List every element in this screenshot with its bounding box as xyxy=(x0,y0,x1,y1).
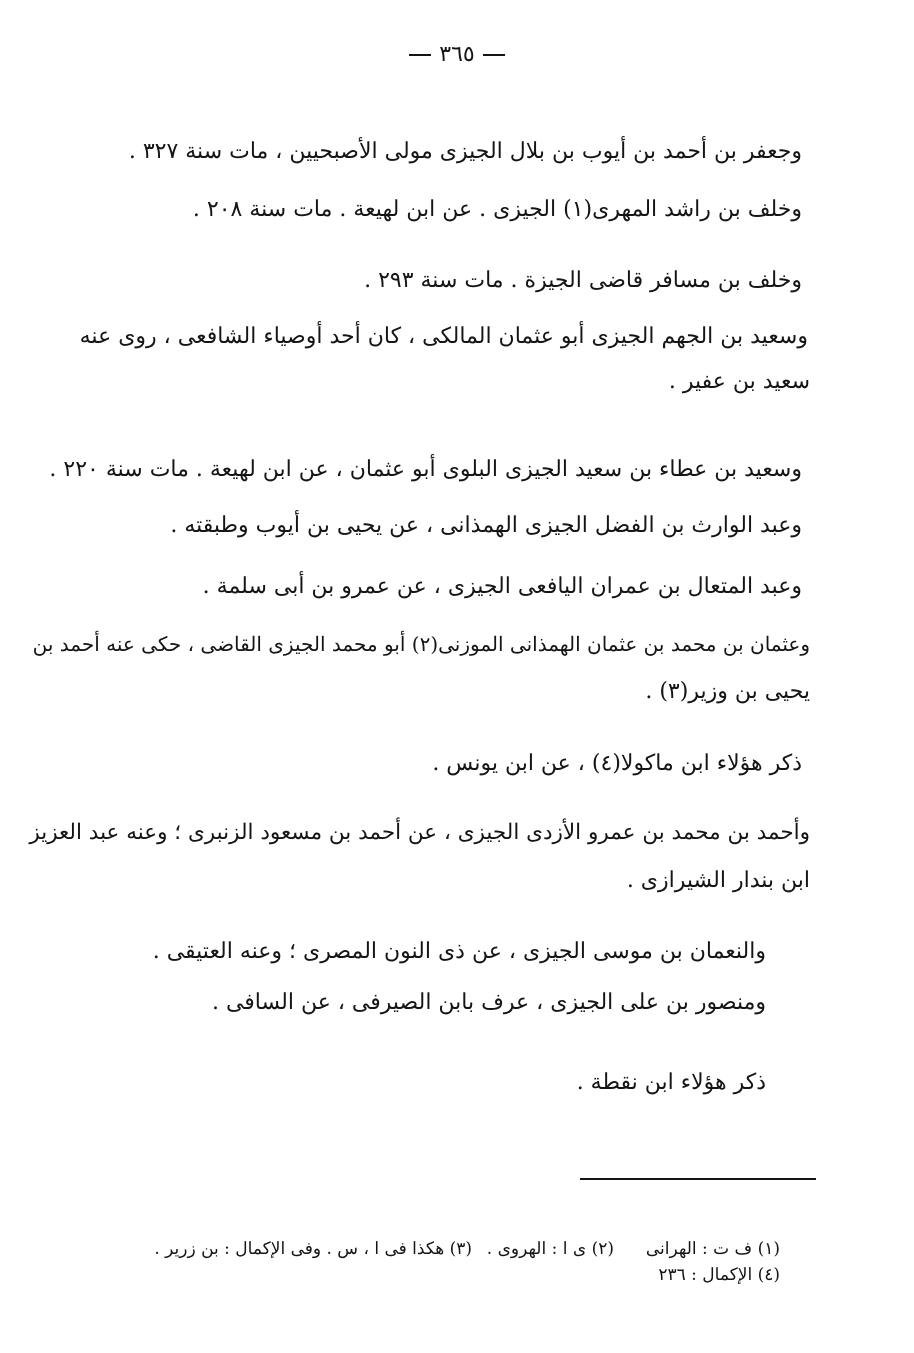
footnote-1: (١) ف ت : الهرانى xyxy=(645,1239,780,1259)
text-line: والنعمان بن موسى الجيزى ، عن ذى النون المصرى ؛ وعنه العتيقى . xyxy=(152,939,766,964)
text-line: وأحمد بن محمد بن عمرو الأزدى الجيزى ، عن أحمد بن مسعود الزنبرى ؛ وعنه عبد العزيز xyxy=(29,820,810,845)
footnote-3: (٣) هكذا فى ا ، س . وفى الإكمال : بن زرير . xyxy=(154,1239,472,1259)
text-line: ومنصور بن على الجيزى ، عرف بابن الصيرفى ، عن السافى . xyxy=(211,990,766,1015)
text-line: وخلف بن مسافر قاضى الجيزة . مات سنة ٢٩٣ . xyxy=(364,268,802,293)
text-line: وخلف بن راشد المهرى(١) الجيزى . عن ابن لهيعة . مات سنة ٢٠٨ . xyxy=(192,197,802,222)
footnote-2: (٢) ى ا : الهروى . xyxy=(486,1239,614,1259)
text-line: وعبد الوارث بن الفضل الجيزى الهمذانى ، عن يحيى بن أيوب وطبقته . xyxy=(170,513,802,538)
text-line: وعبد المتعال بن عمران اليافعى الجيزى ، عن عمرو بن أبى سلمة . xyxy=(202,574,802,599)
text-line: سعيد بن عفير . xyxy=(668,369,810,394)
text-line: وسعيد بن الجهم الجيزى أبو عثمان المالكى ، كان أحد أوصياء الشافعى ، روى عنه xyxy=(79,324,808,349)
text-line: وسعيد بن عطاء بن سعيد الجيزى البلوى أبو عثمان ، عن ابن لهيعة . مات سنة ٢٢٠ . xyxy=(49,457,802,482)
text-line: وعثمان بن محمد بن عثمان الهمذانى الموزنى(٢) أبو محمد الجيزى القاضى ، حكى عنه أحمد بن xyxy=(32,632,810,656)
dash-decoration xyxy=(409,54,431,56)
footnote-separator xyxy=(580,1178,816,1180)
page-number-text: ٣٦٥ xyxy=(439,42,475,67)
footnote-4: (٤) الإكمال : ٢٣٦ xyxy=(658,1265,780,1285)
text-line: ذكر هؤلاء ابن نقطة . xyxy=(576,1070,766,1095)
text-line: ابن بندار الشيرازى . xyxy=(626,868,810,893)
text-line: ذكر هؤلاء ابن ماكولا(٤) ، عن ابن يونس . xyxy=(432,751,802,776)
text-line: وجعفر بن أحمد بن أيوب بن بلال الجيزى مولى الأصبحيين ، مات سنة ٣٢٧ . xyxy=(128,139,802,164)
page-number xyxy=(0,40,914,70)
dash-decoration xyxy=(483,54,505,56)
text-line: يحيى بن وزير(٣) . xyxy=(645,679,810,704)
